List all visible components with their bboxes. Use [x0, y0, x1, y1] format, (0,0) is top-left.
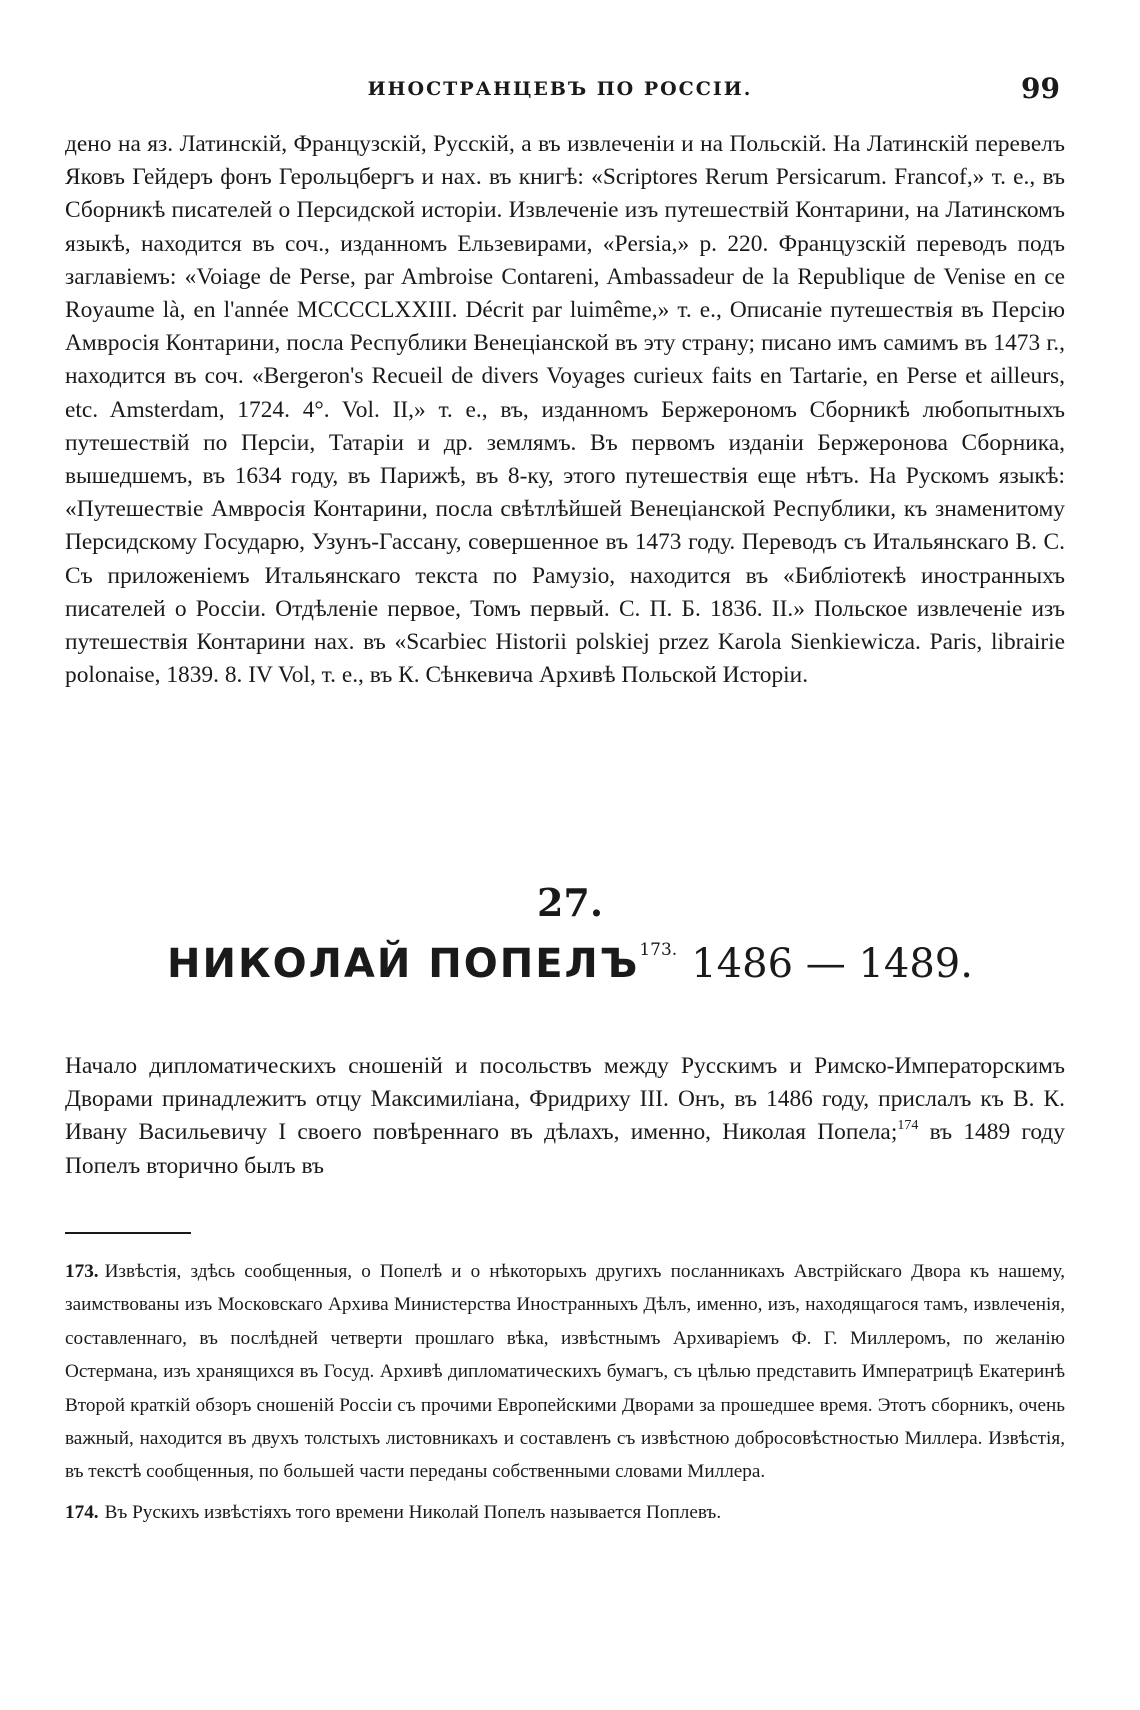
body-paragraph-chapter-opening [65, 1050, 1065, 1183]
chapter-footnote-ref: 173. [639, 940, 678, 960]
running-head [60, 72, 1060, 112]
footnote-173 [65, 1255, 1065, 1489]
footnote-divider [65, 1232, 191, 1234]
footnotes [65, 1255, 1065, 1536]
body-paragraph-continued [65, 128, 1065, 692]
chapter-years: 1486 — 1489. [691, 941, 973, 987]
paragraph-text-after-ref: въ 1489 году Попелъ вторично былъ въ [65, 1119, 1066, 1179]
footnote-174 [65, 1496, 1065, 1529]
chapter-heading [0, 940, 1140, 987]
chapter-name: НИКОЛАЙ ПОПЕЛЪ [167, 941, 640, 987]
footnote-text: Извѣстія, здѣсь сообщенныя, о Попелѣ и о нѣкоторыхъ другихъ посланникахъ Австрійскаго Двора къ нашему, заимствованы изъ Московскаго Архива Министерства Иностранныхъ Дѣлъ, именно, изъ, находящагося тамъ, извлеченія, составленнаго, въ послѣдней четверти прошлаго вѣка, извѣстнымъ Архиваріемъ Ф. Г. Миллеромъ, по желанію Остермана, изъ хранящихся въ Госуд. Архивѣ дипломатическихъ бумагъ, съ цѣлью представить Императрицѣ Екатеринѣ Второй краткій обзоръ сношеній Россіи съ прочими Европейскими Дворами за прошедшее время. Этотъ сборникъ, очень важный, находится въ двухъ толстыхъ листовникахъ и составленъ съ извѣстною добросовѣстностью Миллера. Извѣстія, въ текстѣ сообщенныя, по большей части переданы собственными словами Миллера. [65, 1261, 1065, 1483]
section-number: 27. [536, 880, 604, 925]
page-number: 99 [1021, 72, 1060, 105]
footnote-number: 173. [65, 1261, 99, 1282]
paragraph-text: дено на яз. Латинскій, Французскій, Русскій, а въ извлеченіи и на Польскій. На Латинскій перевелъ Яковъ Гейдеръ фонъ Герольцбергъ и нах. въ книгѣ: «Scriptores Rerum Persicarum. Francof,» т. е., въ Сборникѣ писателей о Персидской исторіи. Извлеченіе изъ путешествій Контарини, на Латинскомъ языкѣ, находится въ соч., изданномъ Ельзевирами, «Persia,» p. 220. Французскій переводъ подъ заглавіемъ: «Voiage de Perse, par Ambroise Contareni, Ambassadeur de la Republique de Venise en ce Royaume là, en l'année MCCCCLXXIII. Décrit par luimême,» т. е., Описаніе путешествія въ Персію Амвросія Контарини, посла Республики Венеціанской въ эту страну; писано имъ самимъ въ 1473 г., находится въ соч. «Bergeron's Recueil de divers Voyages curieux faits en Tartarie, en Perse et ailleurs, etc. Amsterdam, 1724. 4°. Vol. II,» т. е., въ, изданномъ Бержерономъ Сборникѣ любопытныхъ путешествій по Персіи, Татаріи и др. землямъ. Въ первомъ изданіи Бержеронова Сборника, вышедшемъ, въ 1634 году, въ Парижѣ, въ 8-ку, этого путешествія еще нѣтъ. На Рускомъ языкѣ: «Путешествіе Амвросія Контарини, посла свѣтлѣйшей Венеціанской Республики, къ знаменитому Персидскому Государю, Узунъ-Гассану, совершенное въ 1473 году. Переводъ съ Итальянскаго В. С. Съ приложеніемъ Итальянскаго текста по Рамузіо, находится въ «Библіотекѣ иностранныхъ писателей о Россіи. Отдѣленіе первое, Томъ первый. С. П. Б. 1836. II.» Польское извлеченіе изъ путешествія Контарини нах. въ «Scarbiec Historii polskiej przez Karola Sienkiewicza. Paris, librairie polonaise, 1839. 8. IV Vol, т. е., въ К. Сѣнкевича Архивѣ Польской Исторіи. [65, 131, 1065, 689]
footnote-text: Въ Рускихъ извѣстіяхъ того времени Николай Попелъ называется Поплевъ. [104, 1501, 722, 1523]
paragraph-text-before-ref: Начало дипломатическихъ сношеній и посольствъ между Русскимъ и Римско-Императорскимъ Дворами принадлежитъ отцу Максимиліана, Фридриху III. Онъ, въ 1486 году, прислалъ къ В. К. Ивану Васильевичу I своего повѣреннаго въ дѣлахъ, именно, Николая Попела; [65, 1053, 1065, 1146]
footnote-ref-174: 174 [897, 1118, 919, 1134]
footnote-number: 174. [65, 1501, 99, 1523]
paragraph-text [65, 1050, 1065, 1183]
running-title: ИНОСТРАНЦЕВЪ ПО РОССІИ. [367, 78, 753, 100]
